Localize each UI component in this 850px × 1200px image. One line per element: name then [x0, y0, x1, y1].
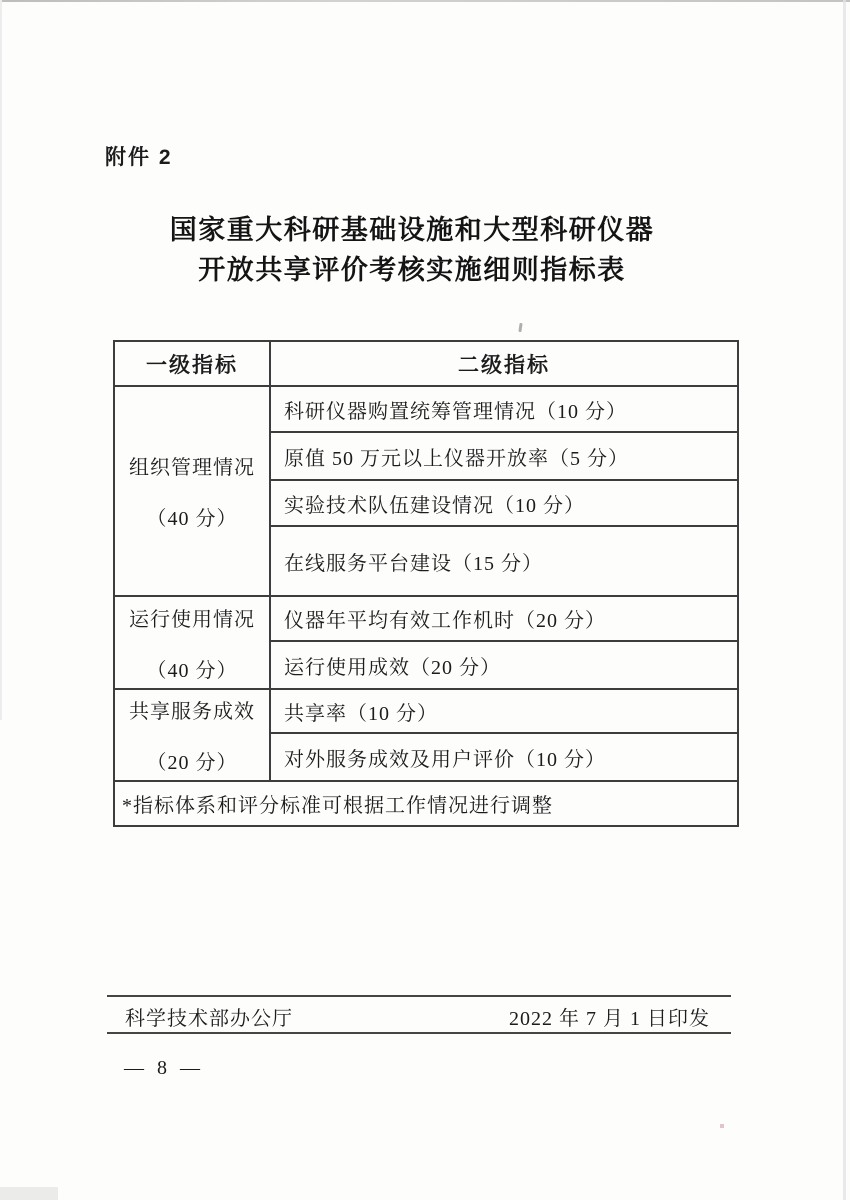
table-row: [114, 596, 738, 641]
level1-name: 运行使用情况: [129, 608, 255, 631]
level2-cell: 仪器年平均有效工作机时（20 分）: [270, 596, 738, 641]
table-row: [114, 386, 738, 432]
table-footnote-row: [114, 781, 738, 826]
footer-issuer: 科学技术部办公厅: [125, 1008, 293, 1030]
level1-name: 组织管理情况: [129, 457, 255, 479]
level1-score: （20 分）: [146, 752, 238, 774]
level1-cell-operation: [114, 596, 270, 689]
level1-name: 共享服务成效: [129, 701, 255, 723]
level1-score: （40 分）: [146, 508, 238, 530]
scan-top-edge-artifact: [0, 0, 850, 2]
attachment-label: 附件 2: [105, 146, 173, 169]
level2-cell: 运行使用成效（20 分）: [270, 641, 738, 689]
header-level2-indicator: 二级指标: [270, 341, 738, 386]
footer-rule-top: [107, 995, 731, 997]
level1-score: （40 分）: [146, 659, 238, 682]
level2-cell: 实验技术队伍建设情况（10 分）: [270, 480, 738, 526]
header-level1-indicator: 一级指标: [114, 341, 270, 386]
level1-cell-sharing: [114, 689, 270, 781]
footer-issue-date: 2022 年 7 月 1 日印发: [509, 1008, 710, 1030]
level2-cell: 共享率（10 分）: [270, 689, 738, 733]
scan-speck-artifact: [518, 323, 522, 332]
scan-right-edge-artifact: [843, 0, 846, 1200]
level2-cell: 在线服务平台建设（15 分）: [270, 526, 738, 596]
level1-cell-organization: [114, 386, 270, 596]
page-number: — 8 —: [124, 1057, 204, 1079]
level2-cell: 对外服务成效及用户评价（10 分）: [270, 733, 738, 781]
document-title: [0, 210, 824, 290]
document-title-line2: 开放共享评价考核实施细则指标表: [198, 255, 626, 285]
table-row: [114, 689, 738, 733]
table-footnote: *指标体系和评分标准可根据工作情况进行调整: [114, 781, 738, 826]
table-header-row: [114, 341, 738, 386]
document-title-line1: 国家重大科研基础设施和大型科研仪器: [169, 215, 655, 245]
scan-left-edge-artifact: [0, 0, 2, 720]
scan-bottom-left-artifact: [0, 1187, 58, 1200]
footer-rule-bottom: [107, 1032, 731, 1034]
level2-cell: 科研仪器购置统筹管理情况（10 分）: [270, 386, 738, 432]
scan-pink-speck-artifact: [720, 1124, 724, 1128]
level2-cell: 原值 50 万元以上仪器开放率（5 分）: [270, 432, 738, 480]
indicator-table: [113, 340, 739, 827]
